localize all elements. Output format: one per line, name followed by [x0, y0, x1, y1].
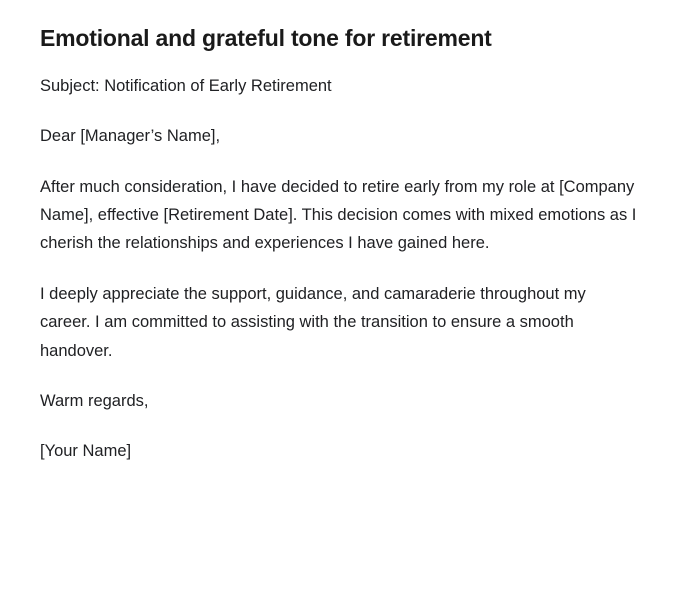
page-title: Emotional and grateful tone for retirement [40, 25, 492, 51]
paragraph-salutation: Dear [Manager’s Name], [40, 127, 221, 146]
paragraph-subject: Subject: Notification of Early Retirement [40, 76, 332, 95]
paragraph-body-2: I deeply appreciate the support, guidance, and camaraderie throughout my career. I am committed to assisting with the transition to ensure a smooth handover. [40, 284, 586, 360]
paragraph-closing: Warm regards, [40, 391, 149, 410]
paragraph-body-1: After much consideration, I have decided to retire early from my role at [Company Name], effective [Retirement Date]. This decision comes with mixed emotions as I cherish the relationships and experiences I have gained here. [40, 177, 637, 253]
paragraph-signature: [Your Name] [40, 442, 132, 461]
